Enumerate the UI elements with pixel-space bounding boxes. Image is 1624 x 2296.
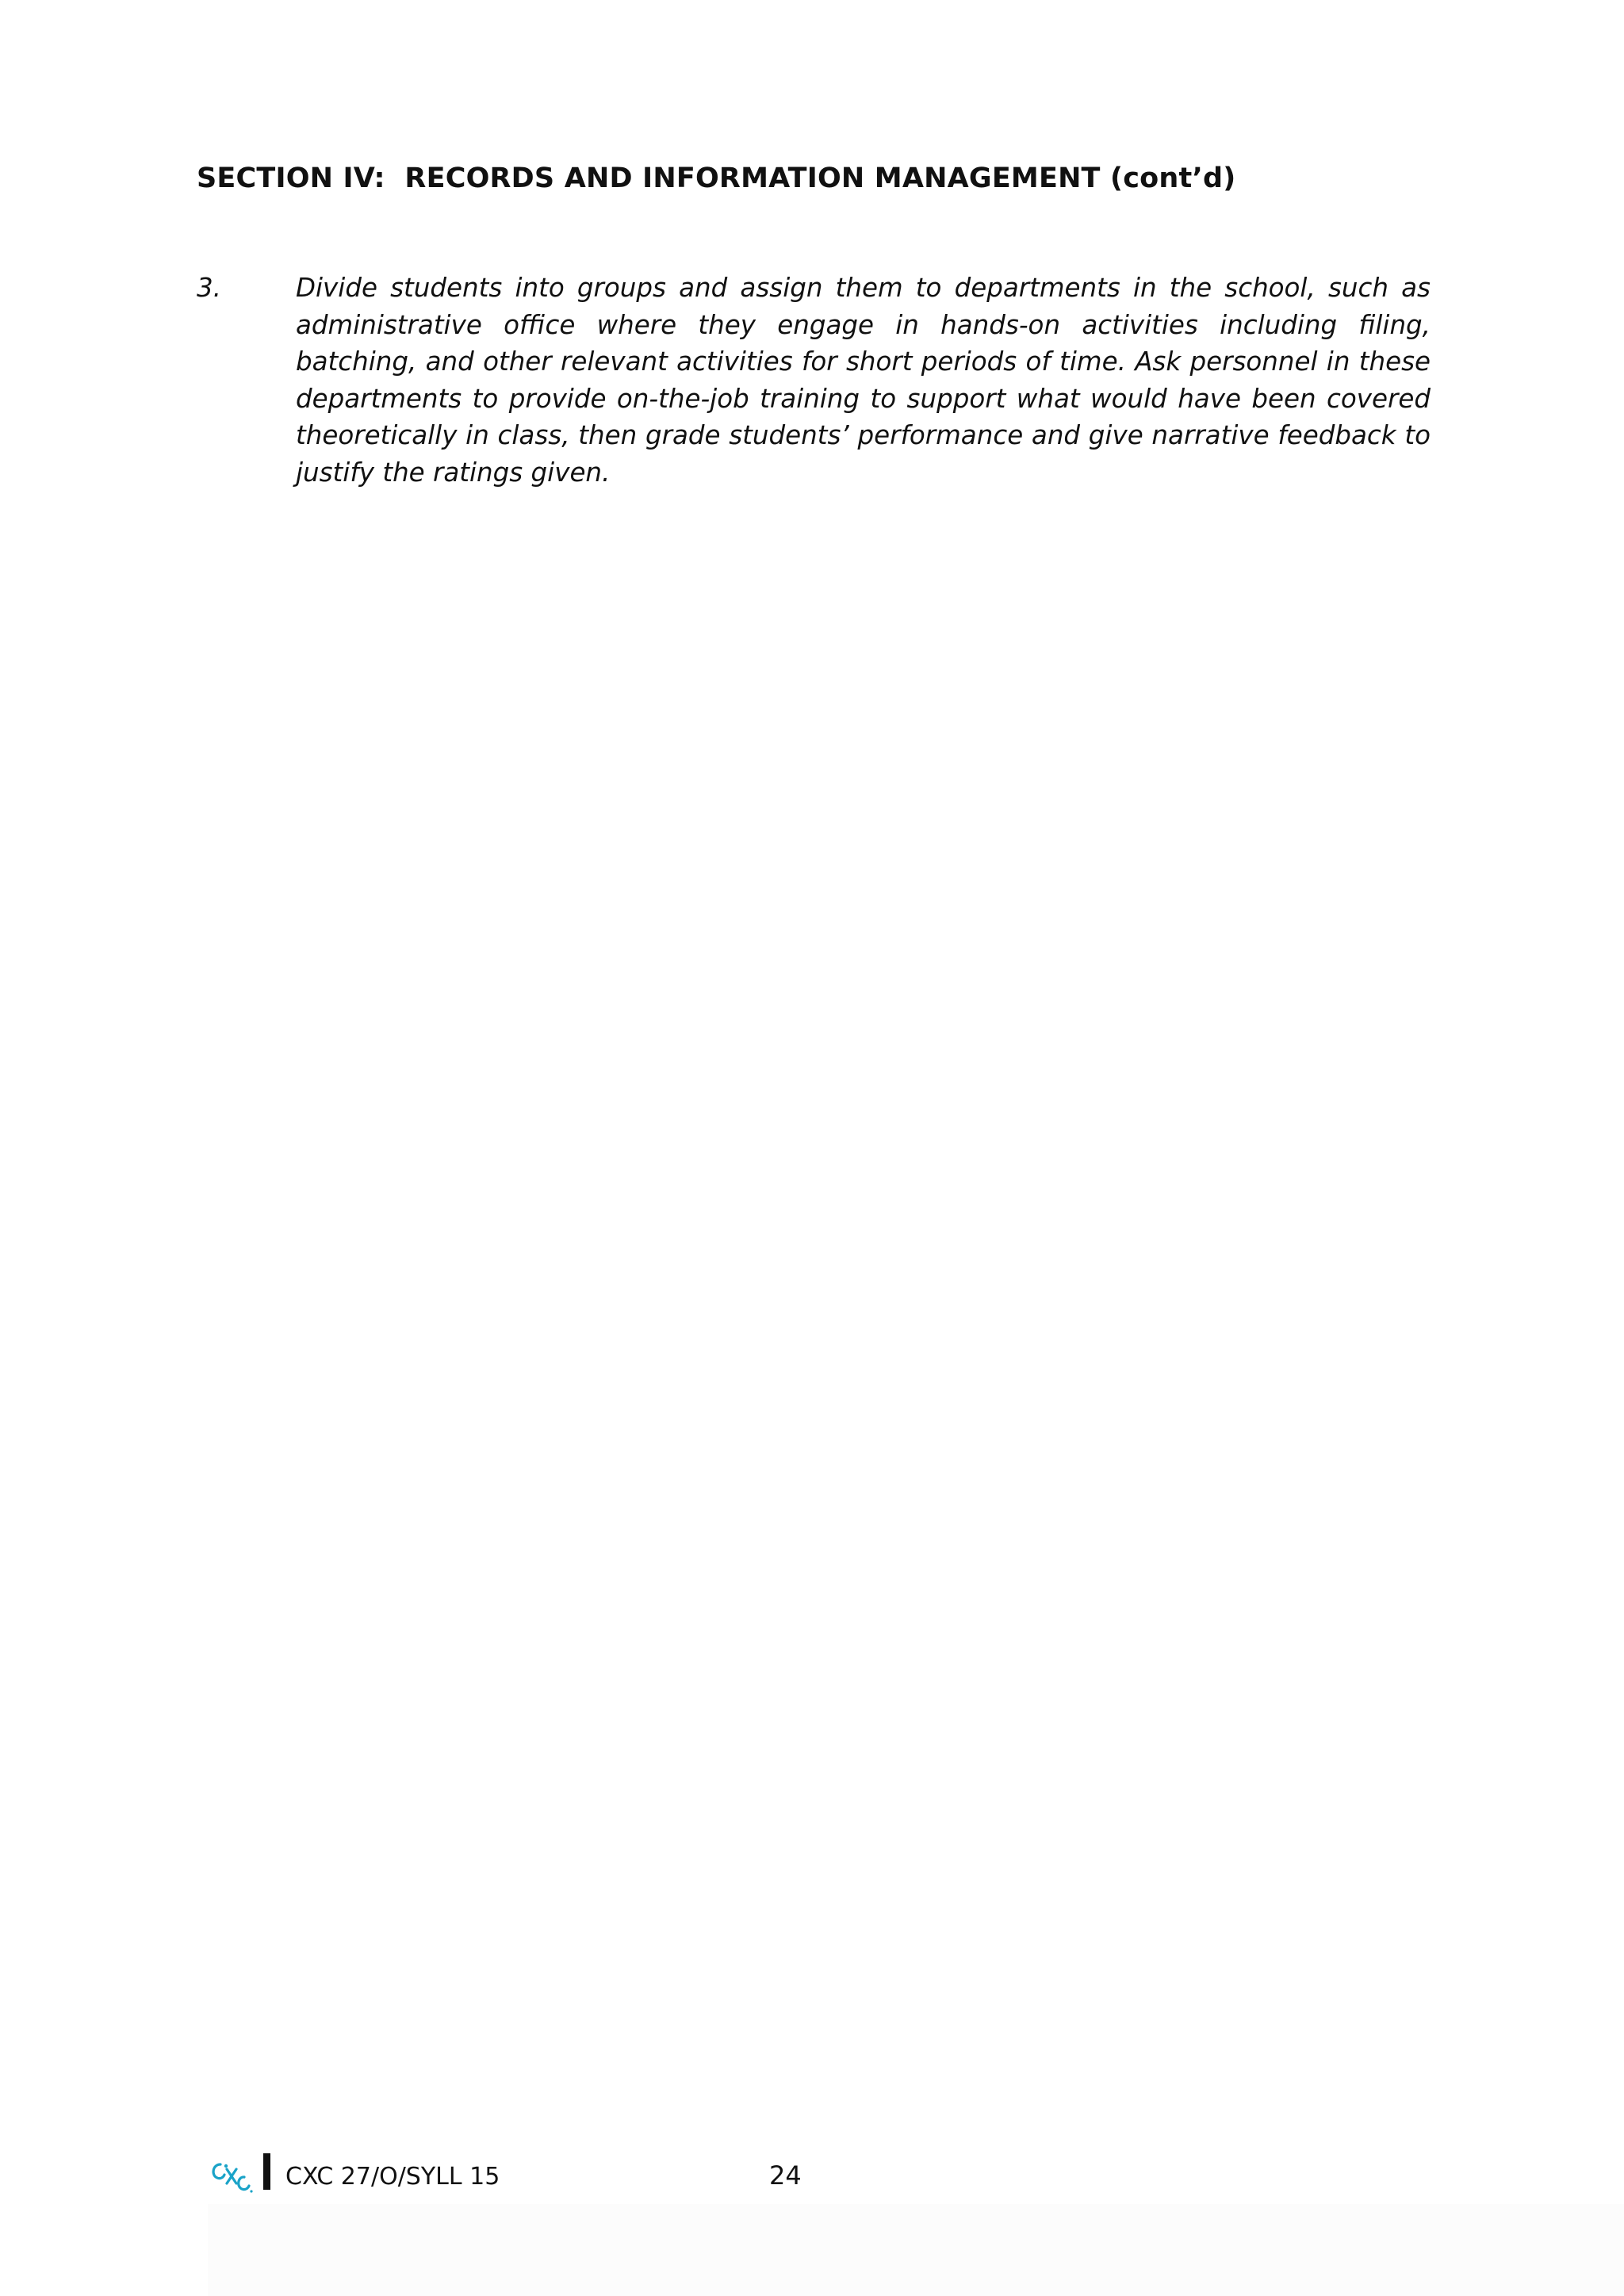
document-code: CXC 27/O/SYLL 15 <box>285 2163 500 2191</box>
item-number: 3. <box>197 273 222 303</box>
section-heading: SECTION IV: RECORDS AND INFORMATION MANAGEMENT (cont’d) <box>197 163 1236 194</box>
item-text: Divide students into groups and assign them to departments in the school, such as administrative office where they engage in hands-on activities including filing, batching, and other relevant activities for short periods of time. Ask personnel in these departments to provide on-the-job training to support what would have been covered theoretically in class, then grade students’ performance and give narrative feedback to justify the ratings given. <box>296 273 1431 488</box>
list-item <box>197 270 1431 491</box>
cxc-logo-icon <box>208 2156 254 2196</box>
footer-divider-bar <box>263 2153 270 2190</box>
page-footer <box>208 2153 1001 2201</box>
page-number: 24 <box>769 2160 802 2191</box>
footer-shade <box>208 2204 1624 2296</box>
